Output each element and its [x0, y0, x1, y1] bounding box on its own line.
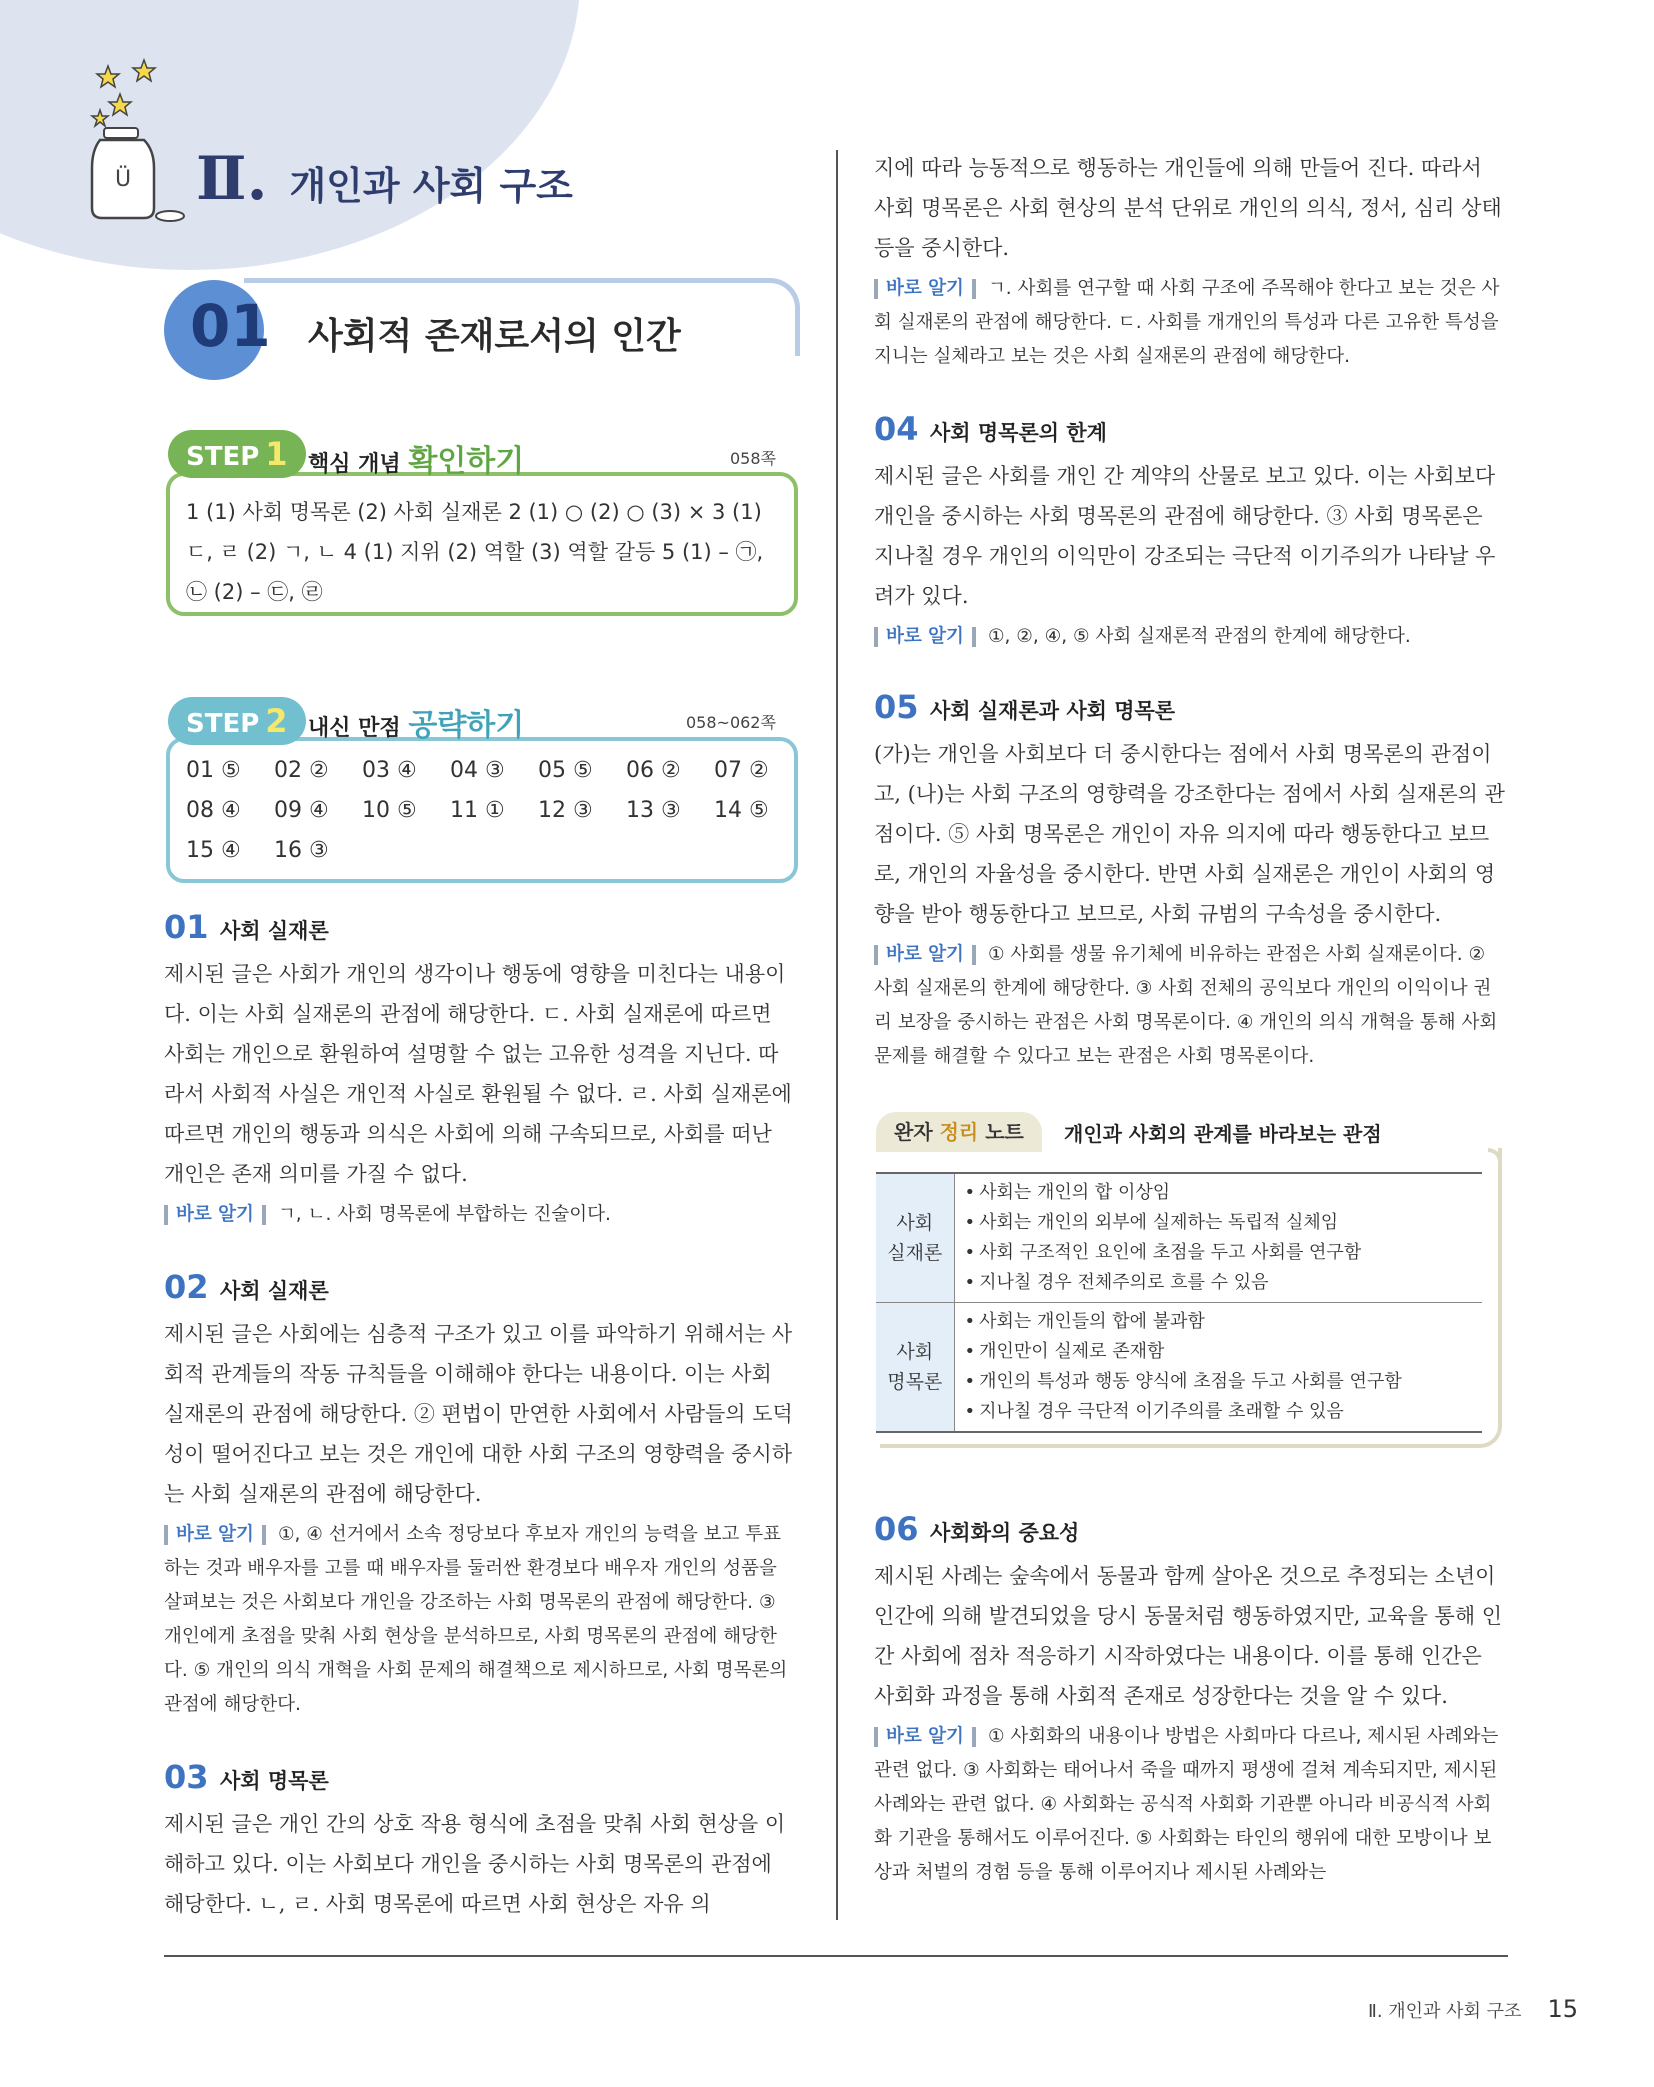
note-point: • 개인만이 실제로 존재함 [965, 1337, 1483, 1367]
note-point: • 사회는 개인의 합 이상임 [965, 1178, 1483, 1208]
explanation-03-continued [874, 148, 1508, 374]
item-check [874, 938, 1508, 1074]
section-number: 01 [190, 292, 271, 360]
step2-tag-label: STEP [186, 709, 260, 739]
explanation-02 [164, 1268, 798, 1722]
explanation-01 [164, 908, 798, 1232]
item-check-text: ㄱ. 사회를 연구할 때 사회 구조에 주목해야 한다고 보는 것은 사회 실재론의 관점에 해당한다. ㄷ. 사회를 개개인의 특성과 다른 고유한 특성을 지니는 실체라고 보는 것은 사회 실재론의 관점에 해당한다. [874, 278, 1500, 367]
step2-title [308, 700, 524, 744]
step2-answer-grid [186, 754, 786, 868]
answer-item: 10 ⑤ [362, 798, 417, 823]
answer-item: 15 ④ [186, 838, 241, 863]
item-check-text: ① 사회를 생물 유기체에 비유하는 관점은 사회 실재론이다. ② 사회 실재론의 한계에 해당한다. ③ 사회 전체의 공익보다 개인의 이익이나 권리 보장을 중시하는 관점은 사회 명목론이다. ④ 개인의 의식 개혁을 통해 사회 문제를 해결할 수 있다고 보는 관점은 사회 명목론이다. [874, 944, 1498, 1067]
note-point: • 사회 구조적인 요인에 초점을 두고 사회를 연구함 [965, 1238, 1483, 1268]
explanation-04 [874, 410, 1508, 654]
note-label-line: 사회 [896, 1212, 934, 1234]
answer-item: 03 ④ [362, 758, 417, 783]
answer-item: 02 ② [274, 758, 329, 783]
summary-note [876, 1112, 1506, 1460]
item-number: 05 [874, 688, 919, 726]
step1-tag-label: STEP [186, 442, 260, 472]
item-title: 사회 실재론과 사회 명목론 [930, 699, 1176, 723]
footer-chapter: Ⅱ. 개인과 사회 구조 [1367, 2001, 1522, 2022]
item-number: 04 [874, 410, 919, 448]
item-number: 01 [164, 908, 209, 946]
item-check [874, 1720, 1508, 1890]
answer-item: 09 ④ [274, 798, 329, 823]
note-label-line: 사회 [896, 1341, 934, 1363]
step1-tag-number: 1 [265, 435, 288, 473]
note-label-line: 실재론 [887, 1242, 943, 1264]
item-check-text: ①, ②, ④, ⑤ 사회 실재론적 관점의 한계에 해당한다. [987, 626, 1411, 647]
note-point: • 지나칠 경우 전체주의로 흐를 수 있음 [965, 1268, 1483, 1298]
answer-item: 16 ③ [274, 838, 329, 863]
section-title: 사회적 존재로서의 인간 [308, 316, 681, 357]
note-tab-c: 노트 [985, 1120, 1024, 1144]
chapter-roman: Ⅱ. [196, 144, 268, 214]
note-table [876, 1172, 1482, 1433]
answer-item: 11 ① [450, 798, 505, 823]
answer-item: 05 ⑤ [538, 758, 593, 783]
step1-title-a: 핵심 개념 [308, 452, 401, 477]
note-row [876, 1303, 1482, 1433]
note-point: • 사회는 개인들의 합에 불과함 [965, 1307, 1483, 1337]
answer-item: 06 ② [626, 758, 681, 783]
note-tab-b: 정리 [939, 1120, 979, 1144]
item-check-text: ㄱ, ㄴ. 사회 명목론에 부합하는 진술이다. [277, 1204, 611, 1225]
item-body: 제시된 사례는 숲속에서 동물과 함께 살아온 것으로 추정되는 소년이 인간에 의해 발견되었을 당시 동물처럼 행동하였지만, 교육을 통해 인간 사회에 점차 적응하기 시작하였다는 내용이다. 이를 통해 인간은 사회화 과정을 통해 사회적 존재로 성장한다는 것을 알 수 있다. [874, 1564, 1503, 1708]
section-heading [164, 278, 800, 388]
explanation-03 [164, 1758, 798, 1924]
svg-text:Ü: Ü [114, 167, 132, 192]
note-label-line: 명목론 [887, 1371, 943, 1393]
note-tab [876, 1112, 1042, 1152]
step2-tag-number: 2 [265, 702, 288, 740]
answer-item: 08 ④ [186, 798, 241, 823]
chapter-title: 개인과 사회 구조 [289, 164, 573, 208]
item-title: 사회화의 중요성 [930, 1521, 1080, 1545]
step1-page-ref: 058쪽 [730, 449, 776, 468]
note-row-points [954, 1173, 1482, 1303]
note-tab-a: 완자 [894, 1120, 933, 1144]
item-body: 제시된 글은 사회를 개인 간 계약의 산물로 보고 있다. 이는 사회보다 개인을 중시하는 사회 명목론의 관점에 해당한다. ③ 사회 명목론은 지나칠 경우 개인의 이익만이 강조되는 극단적 이기주의가 나타날 우려가 있다. [874, 464, 1496, 608]
answer-item: 04 ③ [450, 758, 505, 783]
item-check [164, 1518, 798, 1722]
badge-label: 바로 알기 [164, 1525, 266, 1545]
answer-item: 07 ② [714, 758, 769, 783]
item-body: 제시된 글은 사회에는 심층적 구조가 있고 이를 파악하기 위해서는 사회적 관계들의 작동 규칙들을 이해해야 한다는 내용이다. 이는 사회 실재론의 관점에 해당한다. ② 편법이 만연한 사회에서 사람들의 도덕성이 떨어진다고 보는 것은 개인에 대한 사회 구조의 영향력을 중시하는 사회 실재론의 관점에 해당한다. [164, 1322, 793, 1506]
item-number: 06 [874, 1510, 919, 1548]
footer-divider [164, 1955, 1508, 1957]
item-number: 02 [164, 1268, 209, 1306]
item-check [874, 620, 1508, 654]
note-row [876, 1173, 1482, 1303]
item-check-text: ①, ④ 선거에서 소속 정당보다 후보자 개인의 능력을 보고 투표하는 것과 배우자를 고를 때 배우자를 둘러싼 환경보다 배우자 개인의 성품을 살펴보는 것은 사회보다 개인을 강조하는 사회 명목론의 관점에 해당한다. ③ 개인에게 초점을 맞춰 사회 현상을 분석하므로, 사회 명목론의 관점에 해당한다. ⑤ 개인의 의식 개혁을 사회 문제의 해결책으로 제시하므로, 사회 명목론의 관점에 해당한다. [164, 1524, 788, 1715]
page-number: 15 [1547, 1995, 1578, 2023]
note-row-label [876, 1303, 954, 1433]
step2-title-a: 내신 만점 [308, 716, 401, 741]
item-check [874, 272, 1508, 374]
page-footer [1368, 1995, 1578, 2023]
badge-label: 바로 알기 [874, 279, 976, 299]
answer-item: 01 ⑤ [186, 758, 241, 783]
item-body: 제시된 글은 사회가 개인의 생각이나 행동에 영향을 미친다는 내용이다. 이는 사회 실재론의 관점에 해당한다. ㄷ. 사회 실재론에 따르면 사회는 개인으로 환원하여 설명할 수 없는 고유한 성격을 지닌다. 따라서 사회적 사실은 개인적 사실로 환원될 수 없다. ㄹ. 사회 실재론에 따르면 개인의 행동과 의식은 사회에 의해 구속되므로, 사회를 떠난 개인은 존재 의미를 가질 수 없다. [164, 962, 792, 1186]
step2-page-ref: 058~062쪽 [686, 713, 776, 732]
item-title: 사회 명목론의 한계 [930, 421, 1107, 445]
item-title: 사회 실재론 [220, 919, 329, 943]
item-body: (가)는 개인을 사회보다 더 중시한다는 점에서 사회 명목론의 관점이고, (나)는 사회 구조의 영향력을 강조한다는 점에서 사회 실재론의 관점이다. ⑤ 사회 명목론은 개인이 자유 의지에 따라 행동한다고 보므로, 개인의 자율성을 중시한다. 반면 사회 실재론은 개인이 사회의 영향을 받아 행동한다고 보므로, 사회 규범의 구속성을 중시한다. [874, 742, 1505, 926]
step1-answers: 1 (1) 사회 명목론 (2) 사회 실재론 2 (1) ○ (2) ○ (3) × 3 (1) ㄷ, ㄹ (2) ㄱ, ㄴ 4 (1) 지위 (2) 역할 (3) 역할 갈등 5 (1) – ㉠, ㉡ (2) – ㉢, ㉣ [186, 500, 764, 604]
badge-label: 바로 알기 [164, 1205, 266, 1225]
step1-tag [168, 430, 306, 478]
note-row-points [954, 1303, 1482, 1433]
item-check [164, 1198, 798, 1232]
answer-item: 14 ⑤ [714, 798, 769, 823]
step2-tag [168, 697, 306, 745]
item-body: 지에 따라 능동적으로 행동하는 개인들에 의해 만들어 진다. 따라서 사회 명목론은 사회 현상의 분석 단위로 개인의 의식, 정서, 심리 상태 등을 중시한다. [874, 156, 1502, 260]
item-number: 03 [164, 1758, 209, 1796]
note-row-label [876, 1173, 954, 1303]
step2-title-b: 공략하기 [408, 708, 525, 743]
item-check-text: ① 사회화의 내용이나 방법은 사회마다 다르나, 제시된 사례와는 관련 없다. ③ 사회화는 태어나서 죽을 때까지 평생에 걸쳐 계속되지만, 제시된 사례와는 관련 없다. ④ 사회화는 공식적 사회화 기관뿐 아니라 비공식적 사회화 기관을 통해서도 이루어진다. ⑤ 사회화는 타인의 행위에 대한 모방이나 보상과 처벌의 경험 등을 통해 이루어지나 제시된 사례와는 [874, 1726, 1499, 1883]
note-point: • 개인의 특성과 행동 양식에 초점을 두고 사회를 연구함 [965, 1367, 1483, 1397]
item-title: 사회 실재론 [220, 1279, 329, 1303]
badge-label: 바로 알기 [874, 1727, 976, 1747]
item-body: 제시된 글은 개인 간의 상호 작용 형식에 초점을 맞춰 사회 현상을 이해하고 있다. 이는 사회보다 개인을 중시하는 사회 명목론의 관점에 해당한다. ㄴ, ㄹ. 사회 명목론에 따르면 사회 현상은 자유 의 [164, 1812, 786, 1916]
badge-label: 바로 알기 [874, 945, 976, 965]
note-point: • 사회는 개인의 외부에 실제하는 독립적 실체임 [965, 1208, 1483, 1238]
answer-item: 13 ③ [626, 798, 681, 823]
step1-title-b: 확인하기 [408, 444, 525, 479]
note-title: 개인과 사회의 관계를 바라보는 관점 [1064, 1122, 1382, 1146]
step1-title [308, 436, 524, 480]
column-divider [836, 150, 838, 1920]
badge-label: 바로 알기 [874, 627, 976, 647]
item-title: 사회 명목론 [220, 1769, 329, 1793]
star-jar-icon [86, 58, 186, 238]
answer-item: 12 ③ [538, 798, 593, 823]
note-point: • 지나칠 경우 극단적 이기주의를 초래할 수 있음 [965, 1397, 1483, 1427]
explanation-05 [874, 688, 1508, 1074]
chapter-heading [196, 144, 573, 214]
explanation-06 [874, 1510, 1508, 1890]
